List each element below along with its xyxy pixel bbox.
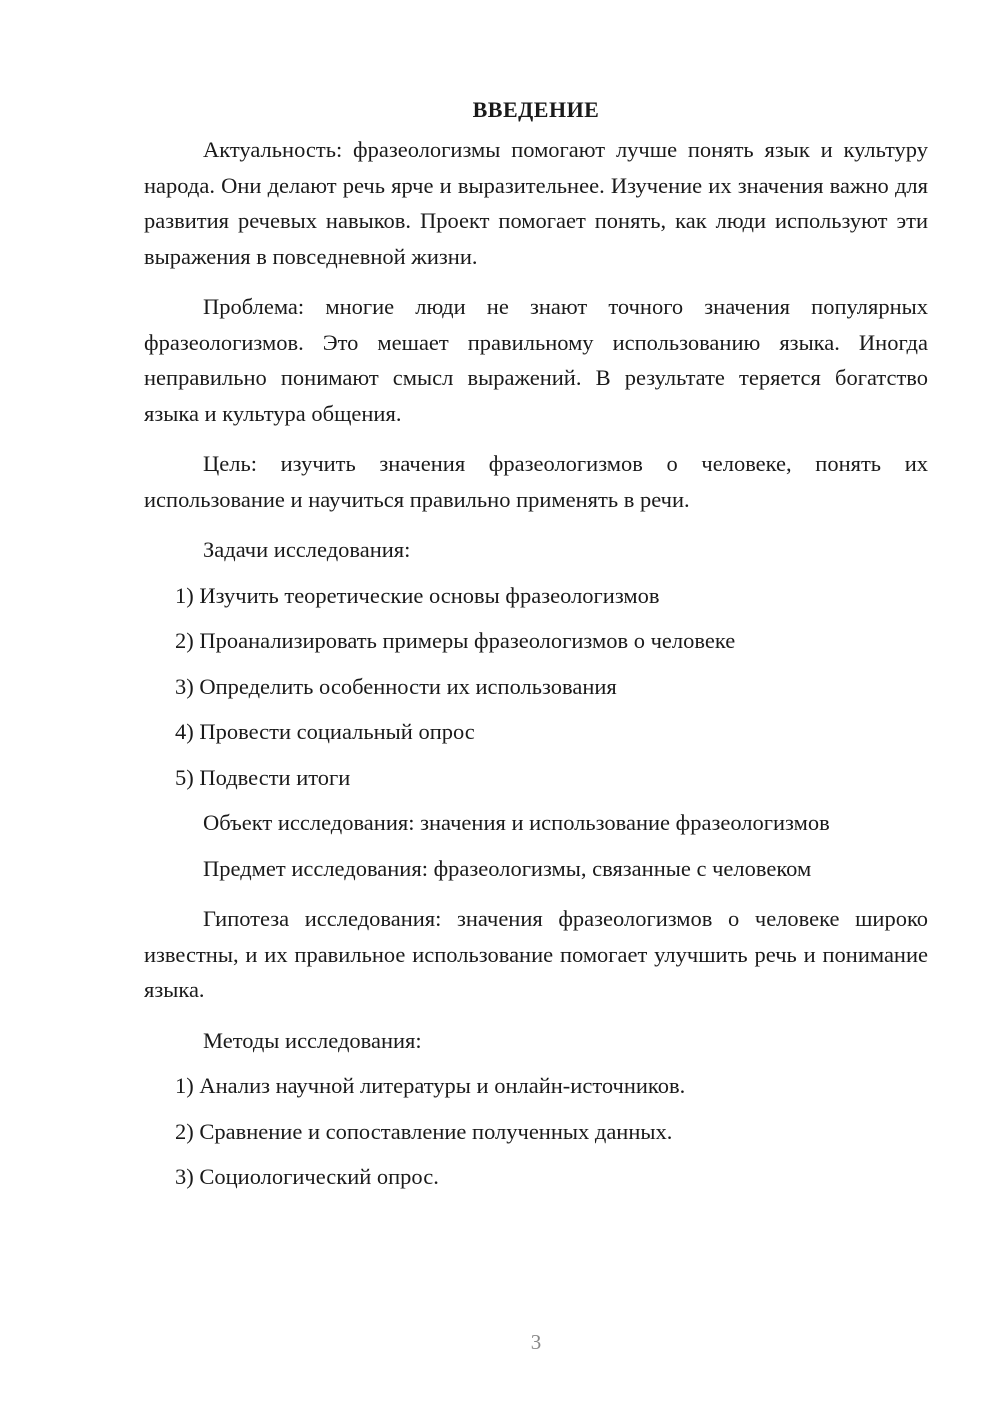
tasks-list [144, 578, 928, 796]
methods-heading: Методы исследования: [203, 1027, 422, 1053]
task-item: 5) Подвести итоги [175, 764, 351, 790]
task-item: 3) Определить особенности их использования [175, 673, 617, 699]
hypothesis-paragraph: Гипотеза исследования: значения фразеологизмов о человеке широко известны, и их правильное использование помогает улучшить речь и понимание языка. [144, 906, 928, 1002]
subject-line: Предмет исследования: фразеологизмы, связанные с человеком [203, 855, 812, 881]
methods-list [144, 1068, 928, 1195]
relevance-paragraph: Актуальность: фразеологизмы помогают лучше понять язык и культуру народа. Они делают речь ярче и выразительнее. Изучение их значения важно для развития речевых навыков. Проект помогает понять, как люди используют эти выражения в повседневной жизни. [144, 137, 928, 269]
page-number: 3 [530, 1330, 542, 1354]
problem-paragraph: Проблема: многие люди не знают точного значения популярных фразеологизмов. Это мешает правильному использованию языка. Иногда неправильно понимают смысл выражений. В результате теряется богатство языка и культура общения. [144, 294, 928, 426]
task-item: 4) Провести социальный опрос [175, 719, 475, 744]
goal-paragraph: Цель: изучить значения фразеологизмов о человеке, понять их использование и научиться правильно применять в речи. [144, 451, 928, 512]
object-line: Объект исследования: значения и использование фразеологизмов [203, 810, 830, 835]
tasks-heading: Задачи исследования: [203, 537, 411, 562]
method-item: 1) Анализ научной литературы и онлайн-источников. [175, 1073, 686, 1098]
method-item: 3) Социологический опрос. [175, 1164, 439, 1189]
task-item: 1) Изучить теоретические основы фразеологизмов [175, 582, 660, 608]
document-page [144, 92, 928, 1205]
method-item: 2) Сравнение и сопоставление полученных данных. [175, 1118, 673, 1144]
task-item: 2) Проанализировать примеры фразеологизмов о человеке [175, 628, 736, 653]
page-title: ВВЕДЕНИЕ [472, 97, 600, 122]
